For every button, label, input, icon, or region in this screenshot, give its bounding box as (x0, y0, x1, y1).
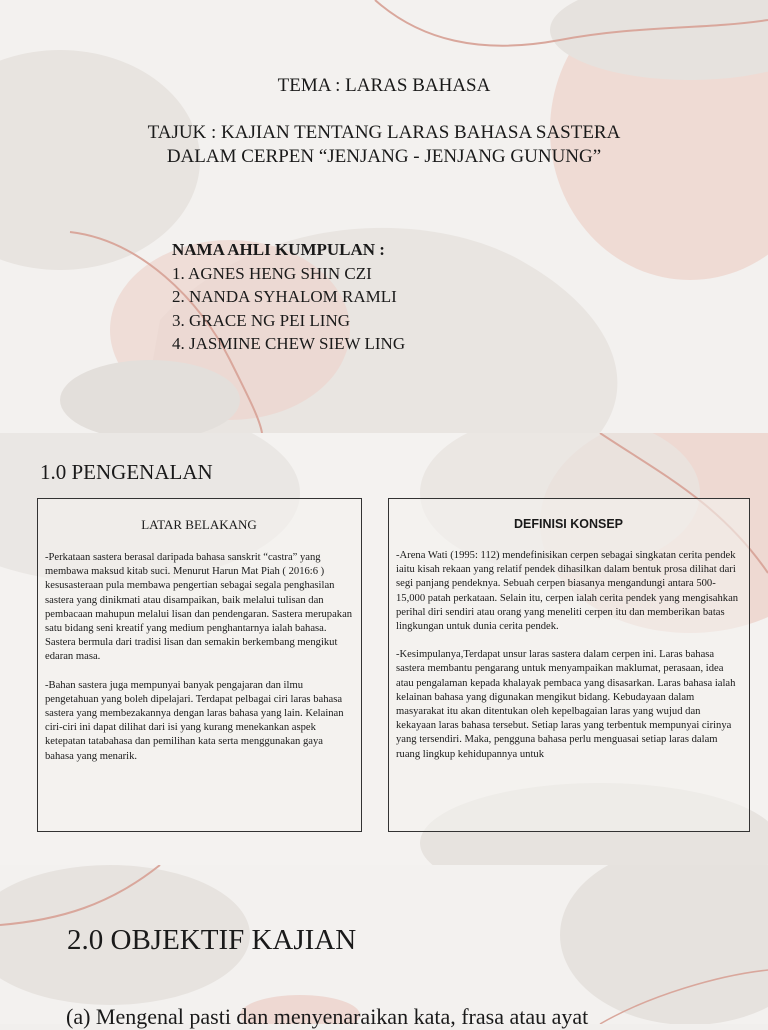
title-slide (0, 0, 768, 433)
definition-box (388, 498, 750, 832)
objective-item: (a) Mengenal pasti dan menyenaraikan kata, frasa atau ayat (66, 1004, 589, 1029)
member-item: 3. GRACE NG PEI LING (172, 310, 351, 330)
member-item: 2. NANDA SYHALOM RAMLI (172, 287, 397, 306)
member-item: 4. JASMINE CHEW SIEW LING (172, 334, 406, 353)
member-list (172, 238, 405, 356)
box-heading: LATAR BELAKANG (141, 517, 257, 532)
background-box (37, 498, 362, 832)
section-title: 1.0 PENGENALAN (40, 460, 213, 484)
members-heading: NAMA AHLI KUMPULAN : (172, 240, 385, 259)
member-item: 1. AGNES HENG SHIN CZI (172, 263, 372, 283)
box-paragraph: -Bahan sastera juga mempunyai banyak pengajaran dan ilmu pengetahuan yang boleh dipelajari. Terdapat pelbagai ciri laras bahasa sastera yang membezakannya dengan laras bahasa yang lain. Kelainan ciri-ciri ini dapat dilihat dari isi yang kurang menekankan aspek ketepatan tatabahasa dan pemilihan kata serta menggunakan gaya bahasa yang menarik. (45, 679, 344, 762)
title-text (0, 121, 768, 169)
box-heading: DEFINISI KONSEP (513, 517, 624, 531)
objective-title: 2.0 OBJEKTIF KAJIAN (67, 924, 357, 956)
box-paragraph: -Arena Wati (1995: 112) mendefinisikan cerpen sebagai singkatan cerita pendek iaitu kisah rekaan yang relatif pendek dihasilkan dalam bentuk prosa dilihat dari segi panjang pendeknya. Sebuah cerpen biasanya mengandungi antara 500-15,000 patah perkataan. Selain itu, cerpen ialah cerita pendek yang mengisahkan perihal diri sendiri atau orang yang meneliti cerpen itu dan memberikan batas lingkungan untuk dunia cerita pendek. (396, 550, 739, 633)
decorative-background (0, 0, 768, 433)
title-line-2: DALAM CERPEN “JENJANG - JENJANG GUNUNG” (166, 146, 602, 167)
box-paragraph: -Perkataan sastera berasal daripada bahasa sanskrit “castra” yang membawa maksud kitab suci. Menurut Harun Mat Piah ( 2016:6 ) kesusasteraan pula membawa pengertian sebagai segala penghasilan sastera yang dinikmati atau disampaikan, baik melalui tulisan dan pembacaan mahupun melalui lisan dan pendengaran. Sastera merupakan satu bidang seni kreatif yang medium penghantarnya ialah bahasa. Sastera bermula dari tradisi lisan dan semakin berkembang mengikut edaran masa. (45, 552, 353, 663)
bg-blob (560, 865, 768, 1024)
theme-text: TEMA : LARAS BAHASA (277, 75, 491, 96)
title-line-1: TAJUK : KAJIAN TENTANG LARAS BAHASA SASTERA (147, 122, 621, 143)
box-paragraph: -Kesimpulanya,Terdapat unsur laras sastera dalam cerpen ini. Laras bahasa sastera membantu pengarang untuk menyampaikan maklumat, perasaan, idea atau pengalaman kepada khalayak pembaca yang disasarkan. Laras bahasa ialah kelainan bahasa yang digunakan mengikut bidang. Kebudayaan dalam masyarakat itu akan ditentukan oleh kepelbagaian laras yang wujud dan kekayaan laras bahasa tersebut. Setiap laras yang terbentuk mempunyai cirinya yang tersendiri. Maka, pengguna bahasa perlu menguasai setiap laras dalam ruang lingkup kehidupannya untuk (396, 649, 736, 760)
